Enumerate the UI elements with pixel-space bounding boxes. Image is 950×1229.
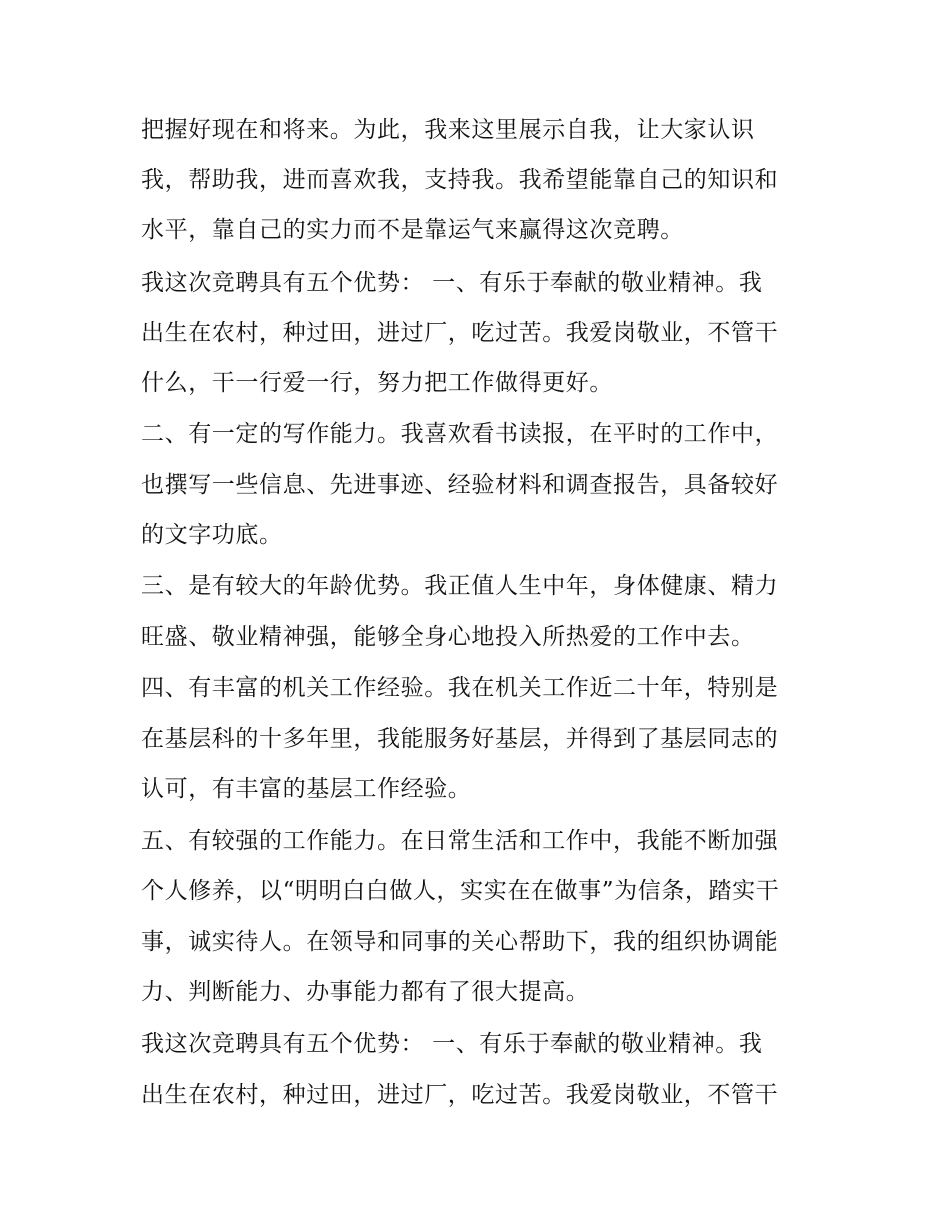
text-line: 四、有丰富的机关工作经验。我在机关工作近二十年，特别是 bbox=[141, 675, 779, 701]
text-line: 把握好现在和将来。为此，我来这里展示自我，让大家认识 bbox=[141, 117, 755, 143]
text-line: 出生在农村，种过田，进过厂，吃过苦。我爱岗敬业，不管干 bbox=[141, 1082, 779, 1108]
text-line: 出生在农村，种过田，进过厂，吃过苦。我爱岗敬业，不管干 bbox=[141, 320, 779, 346]
text-line: 事，诚实待人。在领导和同事的关心帮助下，我的组织协调能 bbox=[141, 929, 779, 955]
text-line: 水平，靠自己的实力而不是靠运气来赢得这次竞聘。 bbox=[141, 217, 684, 243]
text-line: 旺盛、敬业精神强，能够全身心地投入所热爱的工作中去。 bbox=[141, 624, 755, 650]
text-line: 在基层科的十多年里，我能服务好基层，并得到了基层同志的 bbox=[141, 726, 779, 752]
text-line: 我这次竞聘具有五个优势： 一、有乐于奉献的敬业精神。我 bbox=[141, 270, 763, 296]
text-line: 认可，有丰富的基层工作经验。 bbox=[141, 776, 472, 802]
text-line: 三、是有较大的年龄优势。我正值人生中年，身体健康、精力 bbox=[141, 573, 779, 599]
text-line: 的文字功底。 bbox=[141, 522, 283, 548]
text-line: 五、有较强的工作能力。在日常生活和工作中，我能不断加强 bbox=[141, 828, 779, 854]
text-line: 我，帮助我，进而喜欢我，支持我。我希望能靠自己的知识和 bbox=[141, 167, 779, 193]
text-line: 我这次竞聘具有五个优势： 一、有乐于奉献的敬业精神。我 bbox=[141, 1031, 763, 1057]
text-line: 二、有一定的写作能力。我喜欢看书读报，在平时的工作中， bbox=[141, 421, 779, 447]
text-line: 什么，干一行爱一行，努力把工作做得更好。 bbox=[141, 370, 613, 396]
text-line: 也撰写一些信息、先进事迹、经验材料和调查报告，具备较好 bbox=[141, 472, 779, 498]
text-line: 个人修养，以“明明白白做人，实实在在做事”为信条，踏实干 bbox=[141, 878, 780, 904]
text-line: 力、判断能力、办事能力都有了很大提高。 bbox=[141, 979, 590, 1005]
